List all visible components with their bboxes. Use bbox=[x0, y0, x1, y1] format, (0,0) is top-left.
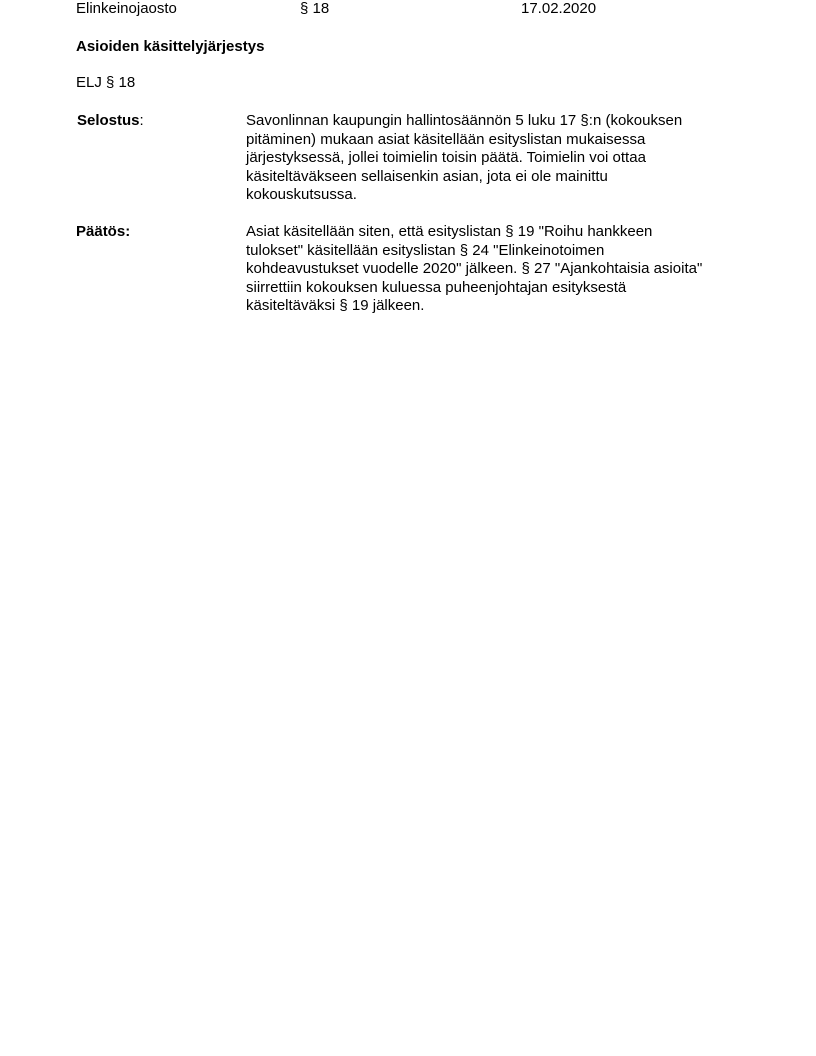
paatos-line: käsiteltäväksi § 19 jälkeen. bbox=[246, 297, 425, 314]
header-section-number: § 18 bbox=[300, 0, 330, 17]
selostus-label-text: Selostus bbox=[77, 112, 140, 129]
item-reference: ELJ § 18 bbox=[76, 74, 136, 91]
selostus-line: järjestyksessä, jollei toimielin toisin päätä. Toimielin voi ottaa bbox=[246, 149, 646, 166]
selostus-label-colon: : bbox=[139, 112, 144, 129]
paatos-label bbox=[76, 223, 130, 242]
selostus-line: käsiteltäväkseen sellaisenkin asian, jota ei ole mainittu bbox=[246, 167, 608, 185]
selostus-line: Savonlinnan kaupungin hallintosäännön 5 luku 17 §:n (kokouksen bbox=[246, 112, 683, 129]
page-header bbox=[76, 0, 776, 18]
header-meeting-date: 17.02.2020 bbox=[521, 0, 597, 17]
paatos-line: siirrettiin kokouksen kuluessa puheenjohtajan esityksestä bbox=[246, 278, 627, 296]
paatos-line: Asiat käsitellään siten, että esityslistan § 19 "Roihu hankkeen bbox=[246, 223, 653, 240]
paatos-text bbox=[246, 223, 741, 316]
selostus-label bbox=[77, 112, 144, 131]
header-committee: Elinkeinojaosto bbox=[76, 0, 177, 17]
paatos-line: tulokset" käsitellään esityslistan § 24 "Elinkeinotoimen bbox=[246, 241, 605, 259]
paatos-line: kohdeavustukset vuodelle 2020" jälkeen. § 27 "Ajankohtaisia asioita" bbox=[246, 260, 703, 277]
item-title: Asioiden käsittelyjärjestys bbox=[76, 38, 265, 55]
selostus-text bbox=[246, 112, 741, 205]
selostus-line: pitäminen) mukaan asiat käsitellään esityslistan mukaisessa bbox=[246, 130, 646, 148]
paatos-label-text: Päätös: bbox=[76, 223, 131, 240]
selostus-line: kokouskutsussa. bbox=[246, 186, 357, 203]
